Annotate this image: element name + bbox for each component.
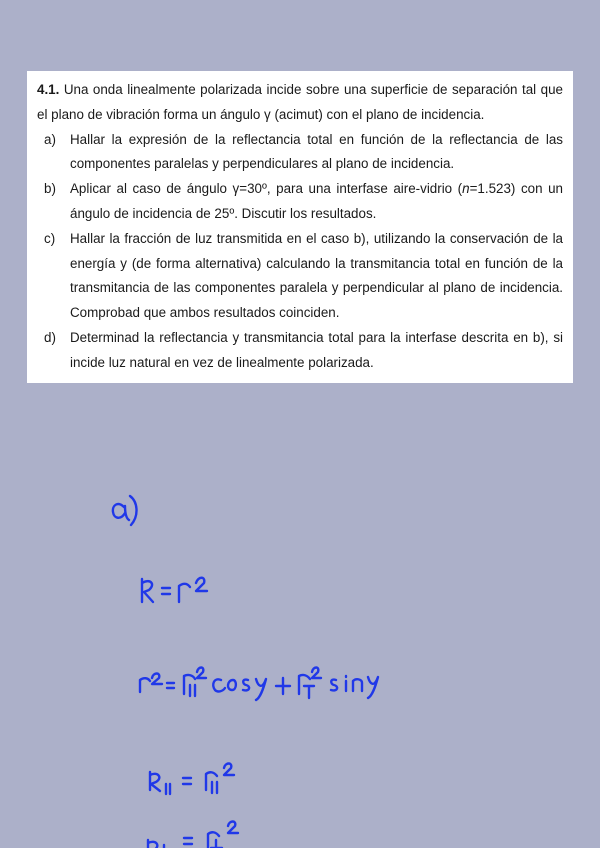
problem-intro-text: Una onda linealmente polarizada incide sobre una superficie de separación tal que el plano de vibración forma un ángulo γ (acimut) con el plano de incidencia. <box>37 82 563 122</box>
refractive-index-symbol: n <box>462 181 470 197</box>
item-text-part-2: =1.523) con un ángulo de incidencia de 25º. Discutir los resultados. <box>70 181 563 221</box>
handwritten-line-r-squared <box>140 668 378 701</box>
handwritten-line-a <box>113 496 137 525</box>
item-letter: a) <box>44 131 56 147</box>
item-text: Hallar la fracción de luz transmitida en el caso b), utilizando la conservación de la energía y (de forma alternativa) calculando la transmitancia total en función de la transmitancia de las componentes paralela y perpendicular al plano de incidencia. Comprobad que ambos resultados coinciden. <box>70 230 563 321</box>
item-text: Determinad la reflectancia y transmitancia total para la interfase descrita en b), si incide luz natural en vez de linealmente polarizada. <box>70 329 563 370</box>
handwritten-line-R-perpendicular <box>148 822 238 848</box>
problem-number: 4.1. <box>37 82 60 97</box>
item-letter: c) <box>44 230 56 246</box>
handwritten-line-R-parallel <box>150 764 234 795</box>
item-letter: b) <box>44 181 56 197</box>
item-text-part-1: Aplicar al caso de ángulo γ=30º, para una interfase aire-vidrio ( <box>70 181 463 197</box>
handwritten-line-R <box>142 578 207 602</box>
item-text: Hallar la expresión de la reflectancia total en función de la reflectancia de las componentes paralelas y perpendiculares al plano de incidencia. <box>70 131 563 172</box>
item-letter: d) <box>44 329 56 345</box>
